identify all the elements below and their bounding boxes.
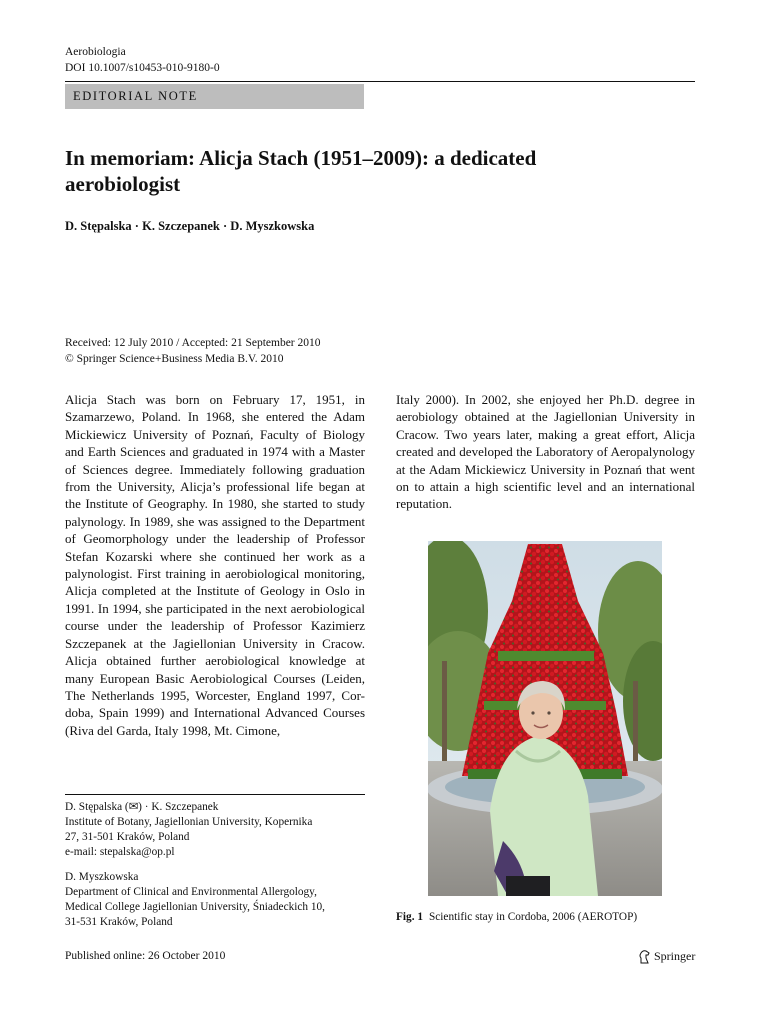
affiliation-2-address: Department of Clinical and Environmental Allergology, xyxy=(65,886,317,898)
figure-caption-text: Scientific stay in Cordoba, 2006 (AEROTOP) xyxy=(429,911,638,923)
photo-illustration xyxy=(428,541,662,896)
affiliation-1-names: D. Stępalska (✉) · K. Szczepanek xyxy=(65,801,219,813)
article-title: In memoriam: Alicja Stach (1951–2009): a dedicated aerobiologist xyxy=(65,146,537,196)
figure-label: Fig. 1 xyxy=(396,911,423,923)
header-rule xyxy=(65,81,695,82)
journal-info xyxy=(65,44,220,76)
figure-caption xyxy=(396,911,637,923)
published-date: Published online: 26 October 2010 xyxy=(65,950,226,962)
doi: DOI 10.1007/s10453-010-9180-0 xyxy=(65,62,220,74)
affiliation-1-address: Institute of Botany, Jagiellonian University, Kopernika xyxy=(65,816,313,828)
publisher-name: Springer xyxy=(654,949,696,963)
received-dates: Received: 12 July 2010 / Accepted: 21 September 2010 xyxy=(65,337,321,349)
footnote-rule xyxy=(65,794,365,795)
authors: D. Stępalska · K. Szczepanek · D. Myszkowska xyxy=(65,219,315,233)
history xyxy=(65,335,321,367)
affiliation-2-address-3: 31-531 Kraków, Poland xyxy=(65,916,173,928)
affiliation-1-email[interactable]: e-mail: stepalska@op.pl xyxy=(65,846,175,858)
affiliation-2 xyxy=(65,870,365,930)
publisher-logo xyxy=(638,949,695,964)
figure-photo xyxy=(428,541,662,896)
springer-horse-icon xyxy=(638,950,651,964)
affiliation-1-address-2: 27, 31-501 Kraków, Poland xyxy=(65,831,190,843)
affiliation-1 xyxy=(65,800,365,860)
body-left-column: Alicja Stach was born on February 17, 1951, in Szamarzewo, Poland. In 1968, she entered the Adam Mickiewicz University of Poznań, Faculty of Biology and Earth Sciences and graduated in 1974 with a Master of Sciences degree. Immediately following graduation from the University, Alicja’s professional life began at the Institute of Geography. In 1980, she started to study palynology. In 1989, she was assigned to the Department of Geomorphology under the leadership of Professor Stefan Kozarski where she continued her work as a palynologist. First training in aerobiological monitoring, Alicja completed at the Institute of Geology in Oslo in 1991. In 1994, she participated in the next aerobiological course under the leadership of Professor Kazimierz Szczepanek at the Jagiellonian University in Cracow. Alicja obtained further aerobiological knowledge at many European Basic Aerobiological Courses (Leiden, The Netherlands 1995, Worcester, England 1997, Cor-doba, Spain 1999) and International Advanced Courses (Riva del Garda, Italy 1998, Mt. Cimone, xyxy=(65,392,365,738)
section-label: EDITORIAL NOTE xyxy=(73,89,198,103)
affiliation-2-name: D. Myszkowska xyxy=(65,871,139,883)
copyright: © Springer Science+Business Media B.V. 2010 xyxy=(65,353,284,365)
affiliation-2-address-2: Medical College Jagiellonian University, Śniadeckich 10, xyxy=(65,901,325,913)
journal-name: Aerobiologia xyxy=(65,46,126,58)
body-right-column: Italy 2000). In 2002, she enjoyed her Ph.D. degree in aerobiology obtained at the Jagiellonian University in Cracow. Two years later, making a great effort, Alicja created and developed the Laboratory of Aeropalynology at the Adam Mickiewicz University in Poznań that went on to attain a high scientific level and an international reputation. xyxy=(396,392,695,512)
